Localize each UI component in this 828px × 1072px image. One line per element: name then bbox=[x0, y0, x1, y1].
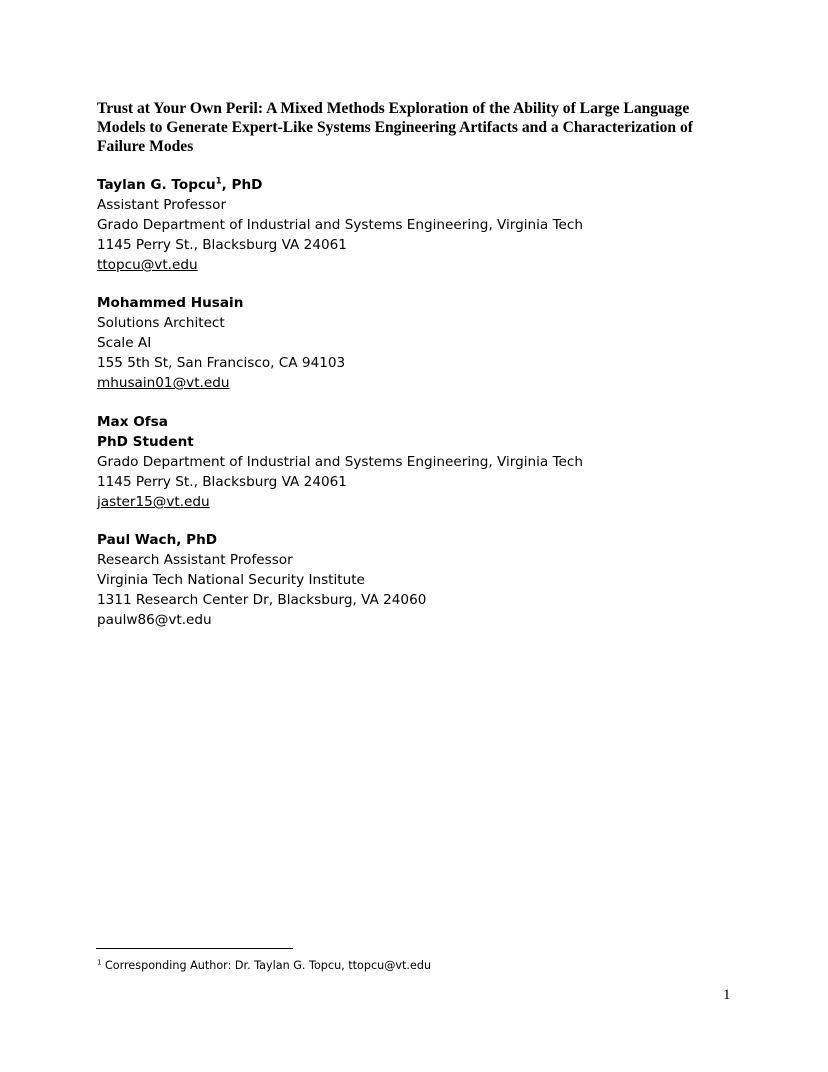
paper-title: Trust at Your Own Peril: A Mixed Methods Exploration of the Ability of Large Language Models to Generate Expert-Like Systems Engineering Artifacts and a Characterization of Failure Modes bbox=[97, 100, 693, 155]
author-position: Solutions Architect bbox=[97, 315, 225, 331]
author-address: 1145 Perry St., Blacksburg VA 24061 bbox=[97, 474, 347, 490]
author-affiliation: Grado Department of Industrial and Systems Engineering, Virginia Tech bbox=[97, 454, 584, 470]
author-affiliation: Virginia Tech National Security Institute bbox=[97, 572, 365, 588]
author-block bbox=[97, 175, 583, 275]
author-name-line bbox=[97, 175, 583, 195]
author-email-link[interactable]: jaster15@vt.edu bbox=[97, 494, 210, 510]
author-address: 1145 Perry St., Blacksburg VA 24061 bbox=[97, 237, 347, 253]
author-name: Max Ofsa bbox=[97, 414, 168, 430]
author-position: PhD Student bbox=[97, 434, 194, 450]
footnote-text: Corresponding Author: Dr. Taylan G. Topcu, ttopcu@vt.edu bbox=[101, 959, 432, 972]
author-name: Mohammed Husain bbox=[97, 295, 244, 311]
footnote-reference[interactable]: 1 bbox=[215, 175, 222, 186]
author-address: 155 5th St, San Francisco, CA 94103 bbox=[97, 355, 346, 371]
author-address: 1311 Research Center Dr, Blacksburg, VA 24060 bbox=[97, 592, 427, 608]
author-position: Assistant Professor bbox=[97, 197, 227, 213]
author-affiliation: Grado Department of Industrial and Systems Engineering, Virginia Tech bbox=[97, 217, 584, 233]
footnote-mark: 1 bbox=[97, 958, 102, 967]
author-email: paulw86@vt.edu bbox=[97, 612, 212, 628]
footnote bbox=[97, 958, 431, 974]
author-position: Research Assistant Professor bbox=[97, 552, 293, 568]
page-number: 1 bbox=[723, 987, 731, 1003]
author-block bbox=[97, 412, 583, 512]
footnote-divider bbox=[96, 948, 293, 949]
author-email-link[interactable]: mhusain01@vt.edu bbox=[97, 375, 230, 391]
author-email-link[interactable]: ttopcu@vt.edu bbox=[97, 257, 198, 273]
author-name: Taylan G. Topcu bbox=[97, 177, 216, 193]
author-degree: , PhD bbox=[221, 177, 263, 193]
author-block bbox=[97, 293, 345, 393]
author-block bbox=[97, 530, 426, 630]
author-name: Paul Wach, PhD bbox=[97, 532, 218, 548]
author-affiliation: Scale AI bbox=[97, 335, 152, 351]
